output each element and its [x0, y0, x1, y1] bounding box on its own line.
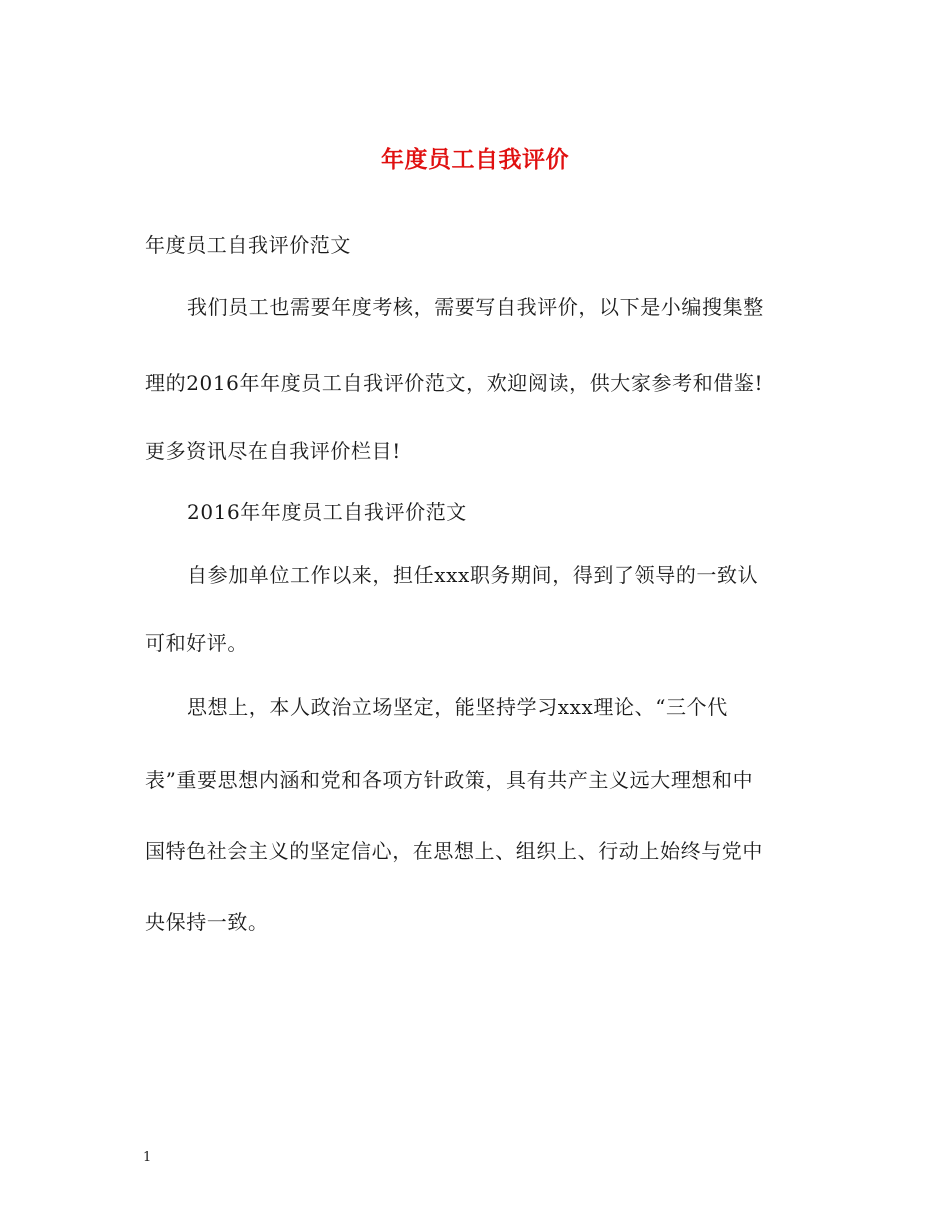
paragraph-line-6: 可和好评。: [145, 631, 248, 655]
document-subtitle: 年度员工自我评价范文: [145, 233, 351, 257]
paragraph-line-8: 表”重要思想内涵和党和各项方针政策，具有共产主义远大理想和中: [145, 768, 754, 792]
paragraph-line-2: 理的2016年年度员工自我评价范文，欢迎阅读，供大家参考和借鉴!: [145, 371, 764, 395]
paragraph-line-9: 国特色社会主义的坚定信心，在思想上、组织上、行动上始终与党中: [145, 839, 763, 863]
section-heading: 2016年年度员工自我评价范文: [187, 500, 467, 524]
paragraph-line-7: 思想上，本人政治立场坚定，能坚持学习xxx理论、“三个代: [187, 695, 728, 719]
paragraph-line-1: 我们员工也需要年度考核，需要写自我评价，以下是小编搜集整: [187, 295, 764, 319]
page-number: 1: [143, 1150, 152, 1165]
paragraph-line-3: 更多资讯尽在自我评价栏目!: [145, 439, 401, 463]
paragraph-line-10: 央保持一致。: [145, 910, 269, 934]
document-title: 年度员工自我评价: [381, 147, 569, 173]
paragraph-line-5: 自参加单位工作以来，担任xxx职务期间，得到了领导的一致认: [187, 563, 759, 587]
